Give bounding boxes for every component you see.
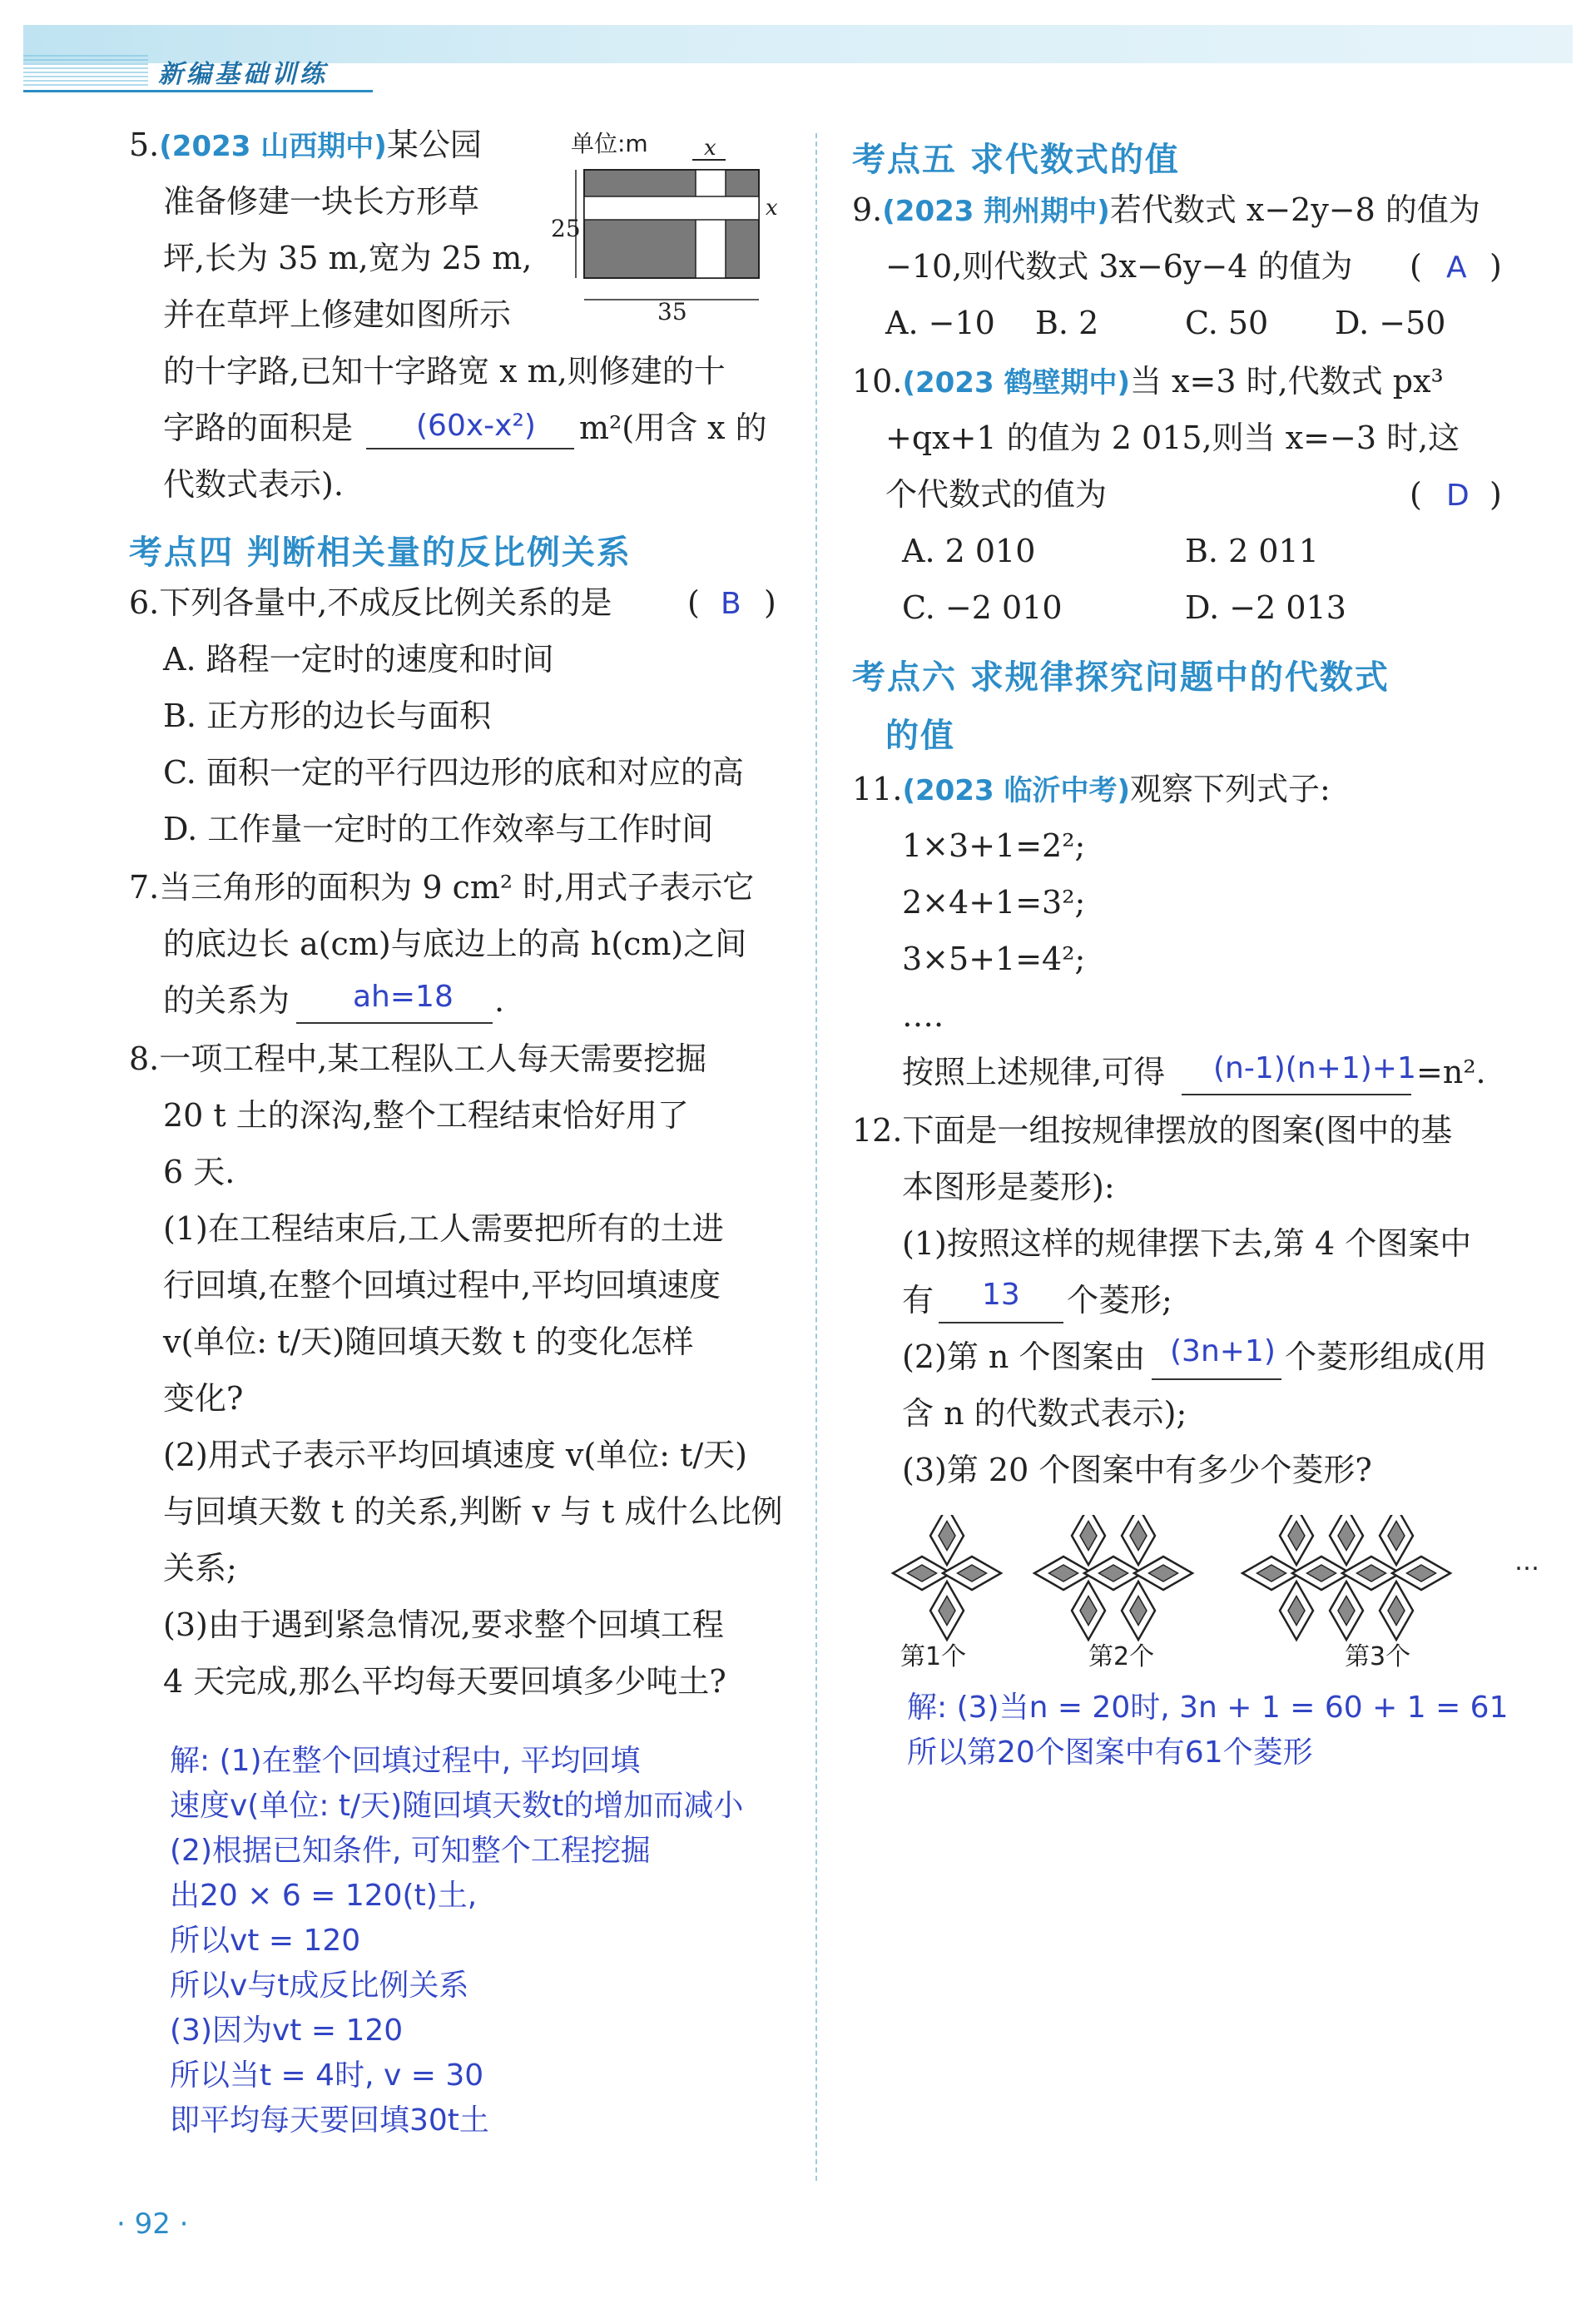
q5-line-8: 代数式表示). [163,466,344,503]
q9-option-d: D. −50 [1335,305,1446,341]
q12-blank-1 [939,1322,1063,1323]
q12-answer-1: 13 [982,1278,1020,1312]
q11-eq-1: 1×3+1=2²; [902,827,1086,864]
header-decoration [23,55,148,88]
q10-line-2: +qx+1 的值为 2 015,则当 x=−3 时,这 [885,420,1460,456]
q8-solution-8: 所以当t = 4时, v = 30 [170,2058,484,2093]
q6-stem: 6.下列各量中,不成反比例关系的是 [129,584,612,621]
q12-rhombus-patterns [890,1515,1539,1681]
q9-option-b: B. 2 [1035,305,1099,341]
q10-option-d: D. −2 013 [1185,589,1346,626]
q5-line-1: 5.(2023 山西期中)某公园 [129,127,482,163]
q9-paren-open: ( [1410,248,1422,285]
section-4-heading: 考点四 判断相关量的反比例关系 [129,534,632,572]
cross-road-horizontal [584,196,759,220]
q7-line-2: 的底边长 a(cm)与底边上的高 h(cm)之间 [163,926,747,962]
q8-solution-5: 所以vt = 120 [170,1924,361,1958]
q7-line-1: 7.当三角形的面积为 9 cm² 时,用式子表示它 [129,869,755,906]
q9-paren-close: ) [1489,248,1502,285]
q6-answer: B [721,587,741,621]
q12-line-9: (3)第 20 个图案中有多少个菱形? [902,1452,1372,1488]
q10-answer: D [1446,479,1470,513]
q12-line-2: 本图形是菱形): [902,1169,1115,1205]
q12-line-3: (1)按照这样的规律摆下去,第 4 个图案中 [902,1225,1472,1262]
q11-blank [1182,1094,1411,1095]
q6-paren-close: ) [764,584,776,621]
q5-line-3: 坪,长为 35 m,宽为 25 m, [163,240,533,276]
q11-ellipsis: …. [902,997,944,1034]
q10-line-3: 个代数式的值为 [885,476,1108,513]
q5-line-4: 并在草坪上修建如图所示 [163,296,512,333]
q12-blank-2 [1152,1378,1281,1380]
figure-width: 35 [657,298,687,325]
q9-line-1: 9.(2023 荆州期中)若代数式 x−2y−8 的值为 [852,191,1480,228]
section-6-heading-cont: 的值 [885,717,955,755]
q8-line-2: 20 t 土的深沟,整个工程结束恰好用了 [163,1097,689,1134]
q11-eq-2: 2×4+1=3²; [902,884,1086,921]
q5-answer: (60x-x²) [416,409,536,443]
q7-answer: ah=18 [353,980,454,1014]
q8-solution-3: (2)根据已知条件, 可知整个工程挖掘 [170,1834,651,1868]
q7-period: . [494,982,505,1019]
q12-answer-2: (3n+1) [1170,1334,1276,1368]
q8-solution-1: 解: (1)在整个回填过程中, 平均回填 [170,1744,641,1778]
q8-solution-9: 即平均每天要回填30t土 [170,2103,489,2138]
q6-option-b: B. 正方形的边长与面积 [163,698,492,734]
lawn-rect [584,170,759,278]
section-5-heading: 考点五 求代数式的值 [852,141,1180,179]
q12-solution-1: 解: (3)当n = 20时, 3n + 1 = 60 + 1 = 61 [907,1691,1509,1725]
q10-option-c: C. −2 010 [902,589,1063,626]
q12-line-8: 含 n 的代数式表示); [902,1395,1187,1432]
column-divider [815,133,817,2181]
q10-paren-close: ) [1489,476,1502,513]
pattern-caption-2: 第2个 [1088,1642,1155,1671]
q8-line-3: 6 天. [163,1154,235,1190]
q6-option-d: D. 工作量一定时的工作效率与工作时间 [163,811,714,847]
q12-line-6: (2)第 n 个图案由 [902,1338,1146,1375]
q12-line-7: 个菱形组成(用 [1285,1338,1487,1375]
q5-line-2: 准备修建一块长方形草 [163,183,480,220]
q10-line-1: 10.(2023 鹤壁期中)当 x=3 时,代数式 px³ [852,363,1444,400]
q10-option-b: B. 2 011 [1185,533,1319,569]
q8-solution-6: 所以v与t成反比例关系 [170,1969,469,2003]
q8-line-1: 8.一项工程中,某工程队工人每天需要挖掘 [129,1040,707,1077]
q8-line-9: 与回填天数 t 的关系,判断 v 与 t 成什么比例 [163,1493,783,1530]
page-number: · 92 · [116,2207,189,2241]
q8-line-7: 变化? [163,1380,244,1417]
q9-option-c: C. 50 [1185,305,1269,341]
q5-lawn-figure [546,125,787,325]
q8-line-11: (3)由于遇到紧急情况,要求整个回填工程 [163,1606,724,1643]
series-title: 新编基础训练 [158,60,328,89]
q12-line-1: 12.下面是一组按规律摆放的图案(图中的基 [852,1112,1453,1149]
q8-line-6: v(单位: t/天)随回填天数 t 的变化怎样 [163,1323,694,1360]
q8-line-8: (2)用式子表示平均回填速度 v(单位: t/天) [163,1437,747,1473]
q11-conclusion-tail: =n². [1416,1054,1486,1090]
q6-option-c: C. 面积一定的平行四边形的底和对应的高 [163,754,744,791]
q8-solution-2: 速度v(单位: t/天)随回填天数t的增加而减小 [170,1789,744,1823]
cross-road-vertical [696,170,726,278]
q8-line-4: (1)在工程结束后,工人需要把所有的土进 [163,1210,724,1247]
q11-answer: (n-1)(n+1)+1 [1213,1051,1416,1085]
q9-line-2: −10,则代数式 3x−6y−4 的值为 [885,248,1353,285]
q8-solution-7: (3)因为vt = 120 [170,2014,404,2048]
q8-solution-4: 出20 × 6 = 120(t)土, [170,1879,478,1913]
q7-line-3: 的关系为 [163,982,290,1019]
q6-option-a: A. 路程一定时的速度和时间 [163,641,554,678]
q9-answer: A [1446,251,1467,285]
q5-line-6: 字路的面积是 [163,410,354,446]
figure-x-top: x [704,136,716,161]
q10-option-a: A. 2 010 [902,533,1036,569]
q8-line-10: 关系; [163,1550,237,1587]
q12-line-4: 有 [902,1282,934,1318]
q11-eq-3: 3×5+1=4²; [902,941,1086,977]
q6-paren-open: ( [687,584,700,621]
q8-line-12: 4 天完成,那么平均每天要回填多少吨土? [163,1663,726,1700]
q5-line-7: m²(用含 x 的 [579,410,767,446]
q11-conclusion: 按照上述规律,可得 [902,1054,1166,1090]
page-header [0,0,1596,96]
pattern-ellipsis: … [1514,1547,1539,1577]
q5-blank [366,448,574,449]
q10-paren-open: ( [1410,476,1422,513]
q7-blank [296,1022,493,1024]
figure-unit-label: 单位:m [571,130,648,157]
header-rule [23,90,373,92]
q8-line-5: 行回填,在整个回填过程中,平均回填速度 [163,1267,721,1303]
q12-line-5: 个菱形; [1067,1282,1172,1318]
q11-line-1: 11.(2023 临沂中考)观察下列式子: [852,771,1331,807]
pattern-caption-1: 第1个 [900,1642,967,1671]
section-6-heading: 考点六 求规律探究问题中的代数式 [852,658,1390,697]
figure-height: 25 [551,215,581,242]
q9-option-a: A. −10 [885,305,995,341]
pattern-caption-3: 第3个 [1345,1642,1411,1671]
q5-line-5: 的十字路,已知十字路宽 x m,则修建的十 [163,353,726,390]
figure-x-right: x [766,196,778,221]
q12-solution-2: 所以第20个图案中有61个菱形 [907,1735,1313,1770]
